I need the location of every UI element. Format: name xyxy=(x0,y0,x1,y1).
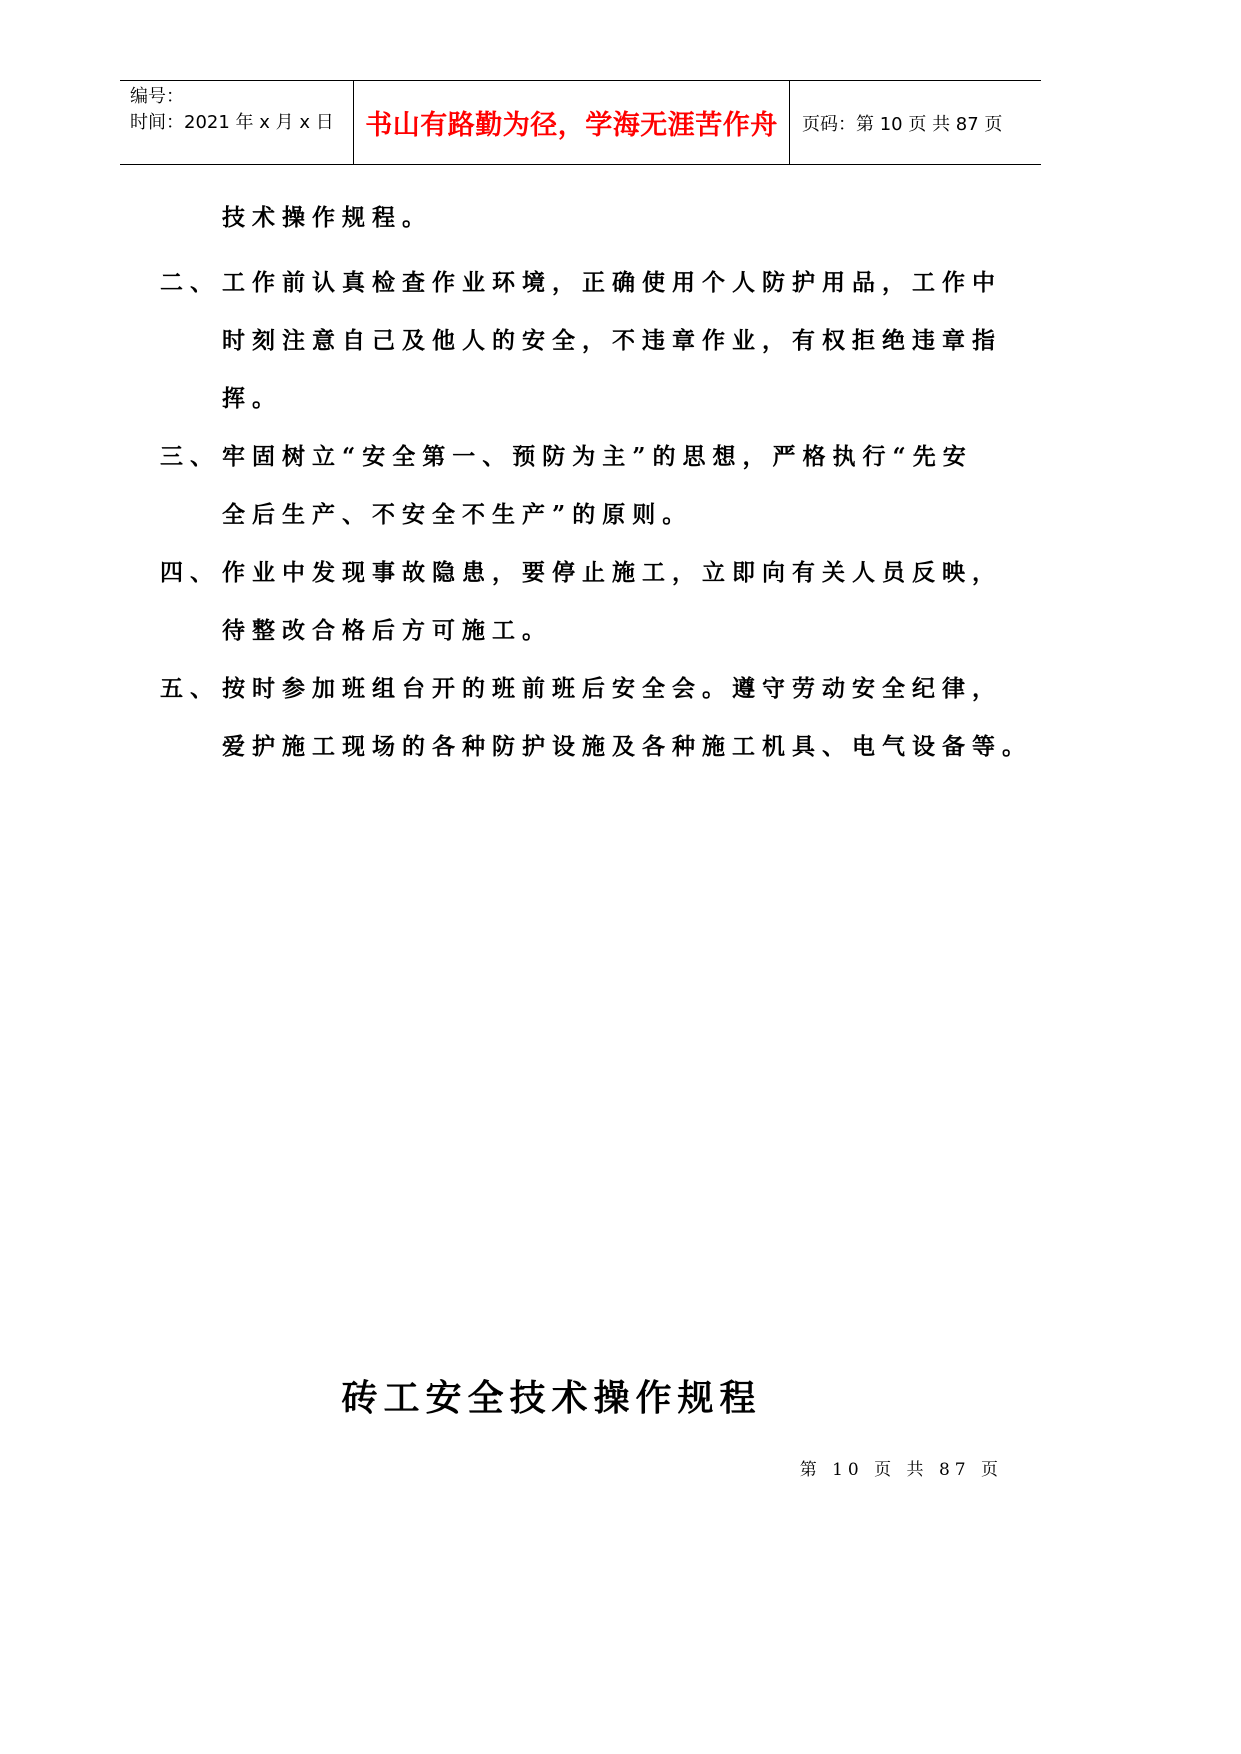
document-time-label: 时间：2021 年 x 月 x 日 xyxy=(130,112,334,133)
item-text: 牢固树立“安全第一、预防为主”的思想，严格执行“先安 xyxy=(222,443,973,470)
page-footer: 第 10 页 共 87 页 xyxy=(799,1460,1003,1480)
item-text: 工作前认真检查作业环境，正确使用个人防护用品，工作中 xyxy=(222,269,1002,296)
page-header xyxy=(120,80,1041,165)
item-number: 三、 xyxy=(160,443,220,470)
header-page-info: 页码：第 10 页 共 87 页 xyxy=(802,113,1003,135)
item-text: 技术操作规程。 xyxy=(222,204,432,231)
item-number: 五、 xyxy=(160,675,220,702)
item-number: 二、 xyxy=(160,269,220,296)
item-number: 四、 xyxy=(160,559,220,586)
header-meta xyxy=(120,81,354,164)
item-text: 挥。 xyxy=(222,385,282,412)
item-text: 按时参加班组台开的班前班后安全会。遵守劳动安全纪律， xyxy=(222,675,1002,702)
document-number-label: 编号： xyxy=(130,86,184,107)
section-title: 砖工安全技术操作规程 xyxy=(341,1377,762,1419)
header-motto: 书山有路勤为径，学海无涯苦作舟 xyxy=(354,81,790,164)
item-text: 全后生产、不安全不生产”的原则。 xyxy=(222,501,693,528)
item-text: 待整改合格后方可施工。 xyxy=(222,617,552,644)
item-text: 作业中发现事故隐患，要停止施工，立即向有关人员反映， xyxy=(222,559,1002,586)
item-text: 时刻注意自己及他人的安全，不违章作业，有权拒绝违章指 xyxy=(222,327,1002,354)
item-text: 爱护施工现场的各种防护设施及各种施工机具、电气设备等。 xyxy=(222,733,1032,760)
